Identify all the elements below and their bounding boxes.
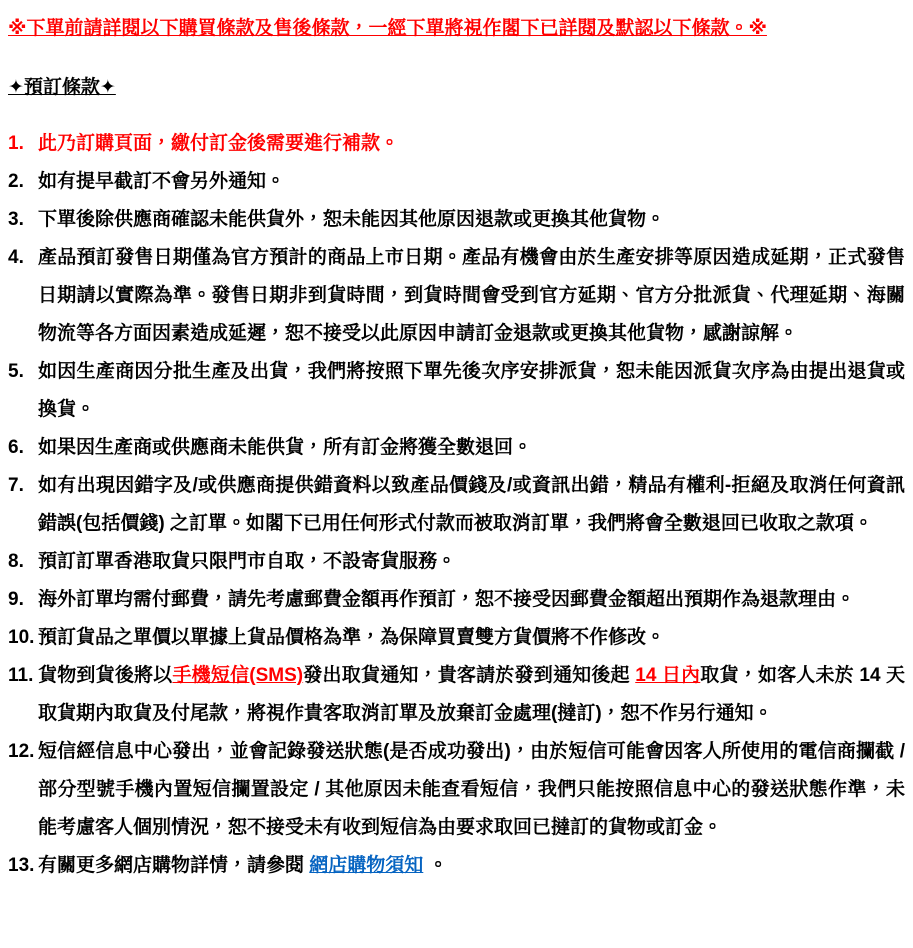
- term-number: 7.: [8, 475, 24, 496]
- text-segment: 下單後除供應商確認未能供貨外，恕未能因其他原因退款或更換其他貨物。: [38, 209, 666, 230]
- term-item-10: [8, 619, 905, 657]
- term-number: 6.: [8, 437, 24, 458]
- term-text: [38, 543, 905, 581]
- term-number: 9.: [8, 589, 24, 610]
- term-item-4: [8, 239, 905, 353]
- text-segment: 。: [423, 855, 448, 876]
- term-number: 3.: [8, 209, 24, 230]
- text-segment: 產品預訂發售日期僅為官方預計的商品上市日期。產品有機會由於生產安排等原因造成延期，正式發售日期請以實際為準。發售日期非到貨時間，到貨時間會受到官方延期、官方分批派貨、代理延期、海關物流等各方面因素造成延遲，恕不接受以此原因申請訂金退款或更換其他貨物，感謝諒解。: [38, 247, 905, 344]
- term-text: [38, 467, 905, 543]
- term-item-9: [8, 581, 905, 619]
- text-segment: 預訂貨品之單價以單據上貨品價格為準，為保障買賣雙方貨價將不作修改。: [38, 627, 666, 648]
- text-segment: 短信經信息中心發出，並會記錄發送狀態(是否成功發出)，由於短信可能會因客人所使用的電信商攔截 / 部分型號手機內置短信攔置設定 / 其他原因未能查看短信，我們只能按照信息中心的發送狀態作準，未能考慮客人個別情況，恕不接受未有收到短信為由要求取回已撻訂的貨物或訂金。: [38, 741, 905, 838]
- text-segment: 如果因生產商或供應商未能供貨，所有訂金將獲全數退回。: [38, 437, 533, 458]
- term-number: 5.: [8, 361, 24, 382]
- term-number: 11.: [8, 665, 34, 686]
- pickup-deadline-highlight: 14 日內: [635, 665, 701, 686]
- term-number: 13.: [8, 855, 35, 876]
- term-item-13: [8, 847, 905, 885]
- text-segment: 預訂訂單香港取貨只限門市自取，不設寄貨服務。: [38, 551, 457, 572]
- term-number: 12.: [8, 741, 35, 762]
- term-text: [38, 581, 905, 619]
- term-text: [38, 619, 905, 657]
- term-item-6: [8, 429, 905, 467]
- sms-highlight: 手機短信(SMS): [172, 665, 304, 686]
- term-text: [38, 733, 905, 847]
- term-item-2: [8, 163, 905, 201]
- text-segment: 有關更多網店購物詳情，請參閱: [38, 855, 310, 876]
- shop-guide-link[interactable]: 網店購物須知: [309, 855, 424, 876]
- term-item-7: [8, 467, 905, 543]
- purchase-notice-header: ※下單前請詳閱以下購買條款及售後條款，一經下單將視作閣下已詳閱及默認以下條款。※: [8, 18, 767, 39]
- term-number: 1.: [8, 133, 24, 154]
- term-text: [38, 657, 905, 733]
- term-number: 8.: [8, 551, 24, 572]
- term-item-3: [8, 201, 905, 239]
- term-number: 4.: [8, 247, 24, 268]
- term-text: [38, 239, 905, 353]
- terms-list: [8, 125, 905, 885]
- term-item-5: [8, 353, 905, 429]
- text-segment: 貨物到貨後將以: [38, 665, 173, 686]
- term-text: [38, 125, 905, 163]
- term-item-1: [8, 125, 905, 163]
- text-segment: 如有提早截訂不會另外通知。: [38, 171, 286, 192]
- preorder-terms-title: ✦預訂條款✦: [8, 77, 116, 98]
- term-text: [38, 353, 905, 429]
- term-item-12: [8, 733, 905, 847]
- text-segment: 如有出現因錯字及/或供應商提供錯資料以致產品價錢及/或資訊出錯，精品有權利-拒絕及取消任何資訊錯誤(包括價錢) 之訂單。如閣下已用任何形式付款而被取消訂單，我們將會全數退回已收取之款項。: [38, 475, 905, 534]
- term-number: 10.: [8, 627, 35, 648]
- text-segment: 發出取貨通知，貴客請於發到通知後起: [303, 665, 636, 686]
- term-item-11: [8, 657, 905, 733]
- term-text: [38, 847, 905, 885]
- text-segment: 取貨，如客人未於 14 天取貨期內取貨及付尾款，將視作貴客取消訂單及放棄訂金處理(撻訂)，恕不作另行通知。: [38, 665, 906, 724]
- text-segment: 如因生產商因分批生產及出貨，我們將按照下單先後次序安排派貨，恕未能因派貨次序為由提出退貨或換貨。: [38, 361, 905, 420]
- term-text: [38, 163, 905, 201]
- text-segment: 此乃訂購頁面，繳付訂金後需要進行補款。: [38, 133, 400, 154]
- term-text: [38, 429, 905, 467]
- term-number: 2.: [8, 171, 24, 192]
- term-text: [38, 201, 905, 239]
- text-segment: 海外訂單均需付郵費，請先考慮郵費金額再作預訂，恕不接受因郵費金額超出預期作為退款理由。: [38, 589, 856, 610]
- term-item-8: [8, 543, 905, 581]
